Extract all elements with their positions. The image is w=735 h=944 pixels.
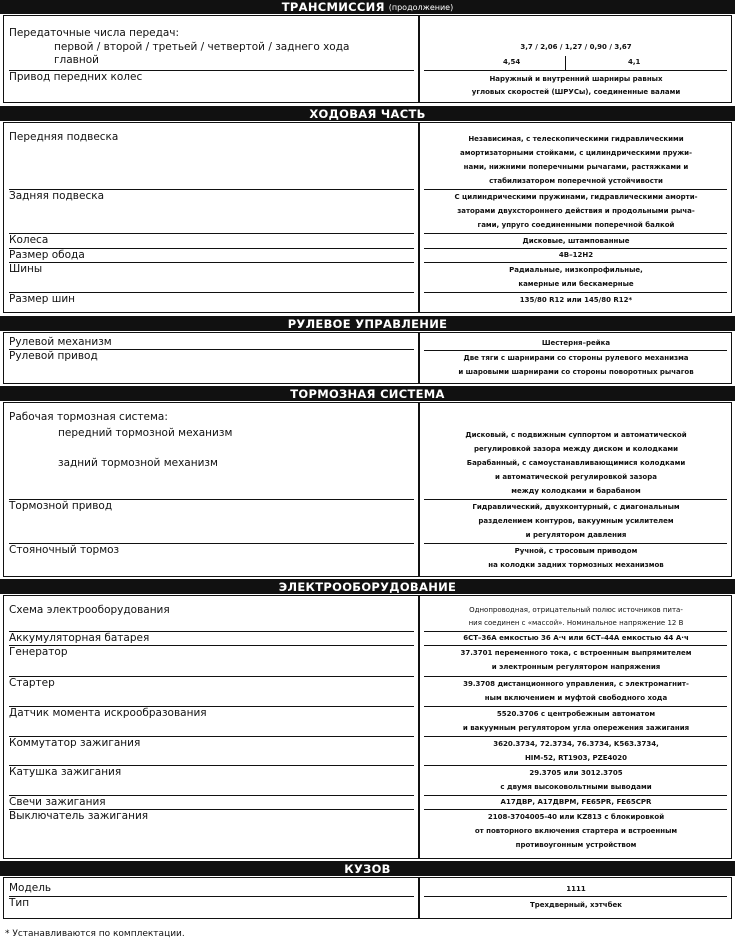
- left-panel-body: [3, 877, 419, 919]
- value-steering-mech: Шестерня–рейка: [541, 339, 611, 347]
- value-rear-brake-1: Барабанный, с самоустанавливающимися колодками: [466, 459, 686, 467]
- value-plugs: А17ДВР, А17ДВРМ, FE65PR, FE65CPR: [500, 798, 652, 806]
- divider: [424, 499, 727, 500]
- value-steering-drive-1: Две тяги с шарнирами со стороны рулевого механизма: [463, 354, 689, 362]
- value-scheme-2: ния соединен с «массой». Номинальное напряжение 12 В: [468, 619, 684, 627]
- divider: [424, 70, 727, 71]
- value-front-brake-1: Дисковый, с подвижным суппортом и автоматической: [465, 431, 687, 439]
- label-ignition-switch-unit: Коммутатор зажигания: [9, 737, 141, 749]
- divider: [424, 262, 727, 263]
- value-type: Трехдверный, хэтчбек: [530, 901, 622, 909]
- divider: [424, 809, 727, 810]
- value-sensor-2: и вакуумным регулятором угла опережения зажигания: [462, 724, 690, 732]
- value-coil-2: с двумя высоковольтными выводами: [500, 783, 652, 791]
- divider: [424, 676, 727, 677]
- section-header-steering: [0, 316, 735, 331]
- section-header-chassis: [0, 106, 735, 121]
- value-rear-3: гами, упруго соединенными поперечной балкой: [477, 221, 675, 229]
- label-steering-drive: Рулевой привод: [9, 350, 98, 362]
- value-switch-unit-1: 3620.3734, 72.3734, 76.3734, K563.3734,: [493, 740, 659, 748]
- divider: [424, 896, 727, 897]
- value-sensor-1: 5520.3706 с центробежным автоматом: [496, 710, 656, 718]
- label-service-brakes: Рабочая тормозная система:: [9, 411, 168, 423]
- label-tires: Шины: [9, 263, 43, 275]
- section-subtitle: (продолжение): [388, 2, 454, 12]
- section-title: ХОДОВАЯ ЧАСТЬ: [309, 106, 426, 121]
- value-parking-2: на колодки задних тормозных механизмов: [488, 561, 664, 569]
- value-wheels: Дисковые, штампованные: [522, 237, 630, 245]
- value-battery: 6СТ–36А емкостью 36 А·ч или 6СТ–44А емкостью 44 А·ч: [463, 634, 689, 642]
- value-brake-drive-1: Гидравлический, двухконтурный, с диагональным: [472, 503, 680, 511]
- label-front-suspension: Передняя подвеска: [9, 131, 119, 143]
- section-header-transmission: [0, 0, 735, 14]
- value-front-4: стабилизатором поперечной устойчивости: [489, 177, 663, 185]
- divider: [424, 736, 727, 737]
- divider: [9, 896, 414, 897]
- divider: [424, 543, 727, 544]
- value-switch-unit-2: HIM-52, RT1903, PZE4020: [524, 754, 628, 762]
- value-front-3: нами, нижними поперечными рычагами, растяжками и: [463, 163, 689, 171]
- value-ignition-1: 2108-3704005-40 или KZ813 с блокировкой: [487, 813, 665, 821]
- section-title: КУЗОВ: [344, 861, 391, 876]
- value-gears: 3,7 / 2,06 / 1,27 / 0,90 / 3,67: [520, 43, 632, 51]
- value-front-2: амортизаторными стойками, с цилиндрическими пружи-: [460, 149, 692, 157]
- value-generator-2: и электронным регулятором напряжения: [491, 663, 661, 671]
- divider: [424, 233, 727, 234]
- value-ignition-2: от повторного включения стартера и встроенным: [474, 827, 678, 835]
- label-ignition-coil: Катушка зажигания: [9, 766, 122, 778]
- divider: [424, 292, 727, 293]
- label-model: Модель: [9, 882, 52, 894]
- value-drive-1: Наружный и внутренний шарниры равных: [489, 75, 663, 83]
- value-brake-drive-2: разделением контуров, вакуумным усилителем: [478, 517, 674, 525]
- value-main-b: 4,1: [628, 58, 641, 66]
- label-rear-brake: задний тормозной механизм: [58, 457, 218, 469]
- label-tire-size: Размер шин: [9, 293, 76, 305]
- value-scheme-1: Однопроводная, отрицательный полюс источников пита-: [469, 606, 683, 614]
- section-title: ТОРМОЗНАЯ СИСТЕМА: [290, 386, 445, 401]
- value-tire-size: 135/80 R12 или 145/80 R12*: [519, 296, 633, 304]
- divider: [424, 350, 727, 351]
- label-front-brake: передний тормозной механизм: [58, 427, 233, 439]
- divider: [9, 676, 414, 677]
- section-header-body: [0, 861, 735, 876]
- value-starter-1: 39.3708 дистанционного управления, с электромагнит-: [463, 680, 689, 688]
- value-steering-drive-2: и шаровыми шарнирами со стороны поворотных рычагов: [458, 368, 694, 376]
- label-brake-drive: Тормозной привод: [9, 500, 113, 512]
- section-header-brakes: [0, 386, 735, 401]
- label-type: Тип: [9, 897, 30, 909]
- label-main: главной: [54, 54, 99, 66]
- value-coil-1: 29.3705 или 3012.3705: [529, 769, 623, 777]
- value-model: 1111: [566, 885, 586, 893]
- label-parking-brake: Стояночный тормоз: [9, 544, 120, 556]
- label-steering-mech: Рулевой механизм: [9, 336, 112, 348]
- value-ignition-3: противоугонным устройством: [515, 841, 637, 849]
- value-rear-1: С цилиндрическими пружинами, гидравлическими аморти-: [454, 193, 698, 201]
- divider: [565, 56, 566, 70]
- label-ignition-switch: Выключатель зажигания: [9, 810, 149, 822]
- divider: [424, 189, 727, 190]
- label-battery: Аккумуляторная батарея: [9, 632, 150, 644]
- label-ignition-sensor: Датчик момента искрообразования: [9, 707, 207, 719]
- value-tires-2: камерные или бескамерные: [518, 280, 634, 288]
- value-starter-2: ным включением и муфтой свободного хода: [484, 694, 668, 702]
- divider: [9, 233, 414, 234]
- divider: [9, 262, 414, 263]
- value-rear-brake-3: между колодками и барабаном: [511, 487, 641, 495]
- label-wheels: Колеса: [9, 234, 49, 246]
- divider: [424, 765, 727, 766]
- section-title: ТРАНСМИССИЯ: [281, 0, 385, 14]
- label-generator: Генератор: [9, 646, 68, 658]
- label-gears: первой / второй / третьей / четвертой / заднего хода: [54, 41, 350, 53]
- section-title: ЭЛЕКТРООБОРУДОВАНИЕ: [278, 579, 457, 594]
- divider: [424, 645, 727, 646]
- section-title: РУЛЕВОЕ УПРАВЛЕНИЕ: [287, 316, 448, 331]
- label-rear-suspension: Задняя подвеска: [9, 190, 105, 202]
- divider: [9, 645, 414, 646]
- value-generator-1: 37.3701 переменного тока, с встроенным выпрямителем: [460, 649, 692, 657]
- value-parking-1: Ручной, с тросовым приводом: [514, 547, 638, 555]
- value-rear-2: заторами двухстороннего действия и продольными рыча-: [457, 207, 695, 215]
- section-header-electrical: [0, 579, 735, 594]
- value-main-a: 4,54: [503, 58, 521, 66]
- label-scheme: Схема электрооборудования: [9, 604, 170, 616]
- value-front-brake-2: регулировкой зазора между диском и колодками: [473, 445, 679, 453]
- label-rim: Размер обода: [9, 249, 85, 261]
- label-spark-plugs: Свечи зажигания: [9, 796, 106, 808]
- value-brake-drive-3: и регулятором давления: [525, 531, 627, 539]
- divider: [424, 706, 727, 707]
- value-rear-brake-2: и автоматической регулировкой зазора: [495, 473, 657, 481]
- label-ratios: Передаточные числа передач:: [9, 27, 180, 39]
- left-panel-chassis: [3, 122, 419, 313]
- value-rim: 4B–12H2: [558, 251, 594, 259]
- footnote: * Устанавливаются по комплектации.: [5, 929, 185, 939]
- value-front-1: Независимая, с телескопическими гидравлическими: [468, 135, 684, 143]
- label-starter: Стартер: [9, 677, 55, 689]
- value-tires-1: Радиальные, низкопрофильные,: [509, 266, 643, 274]
- label-drive: Привод передних колес: [9, 71, 143, 83]
- value-drive-2: угловых скоростей (ШРУСы), соединенные валами: [471, 88, 681, 96]
